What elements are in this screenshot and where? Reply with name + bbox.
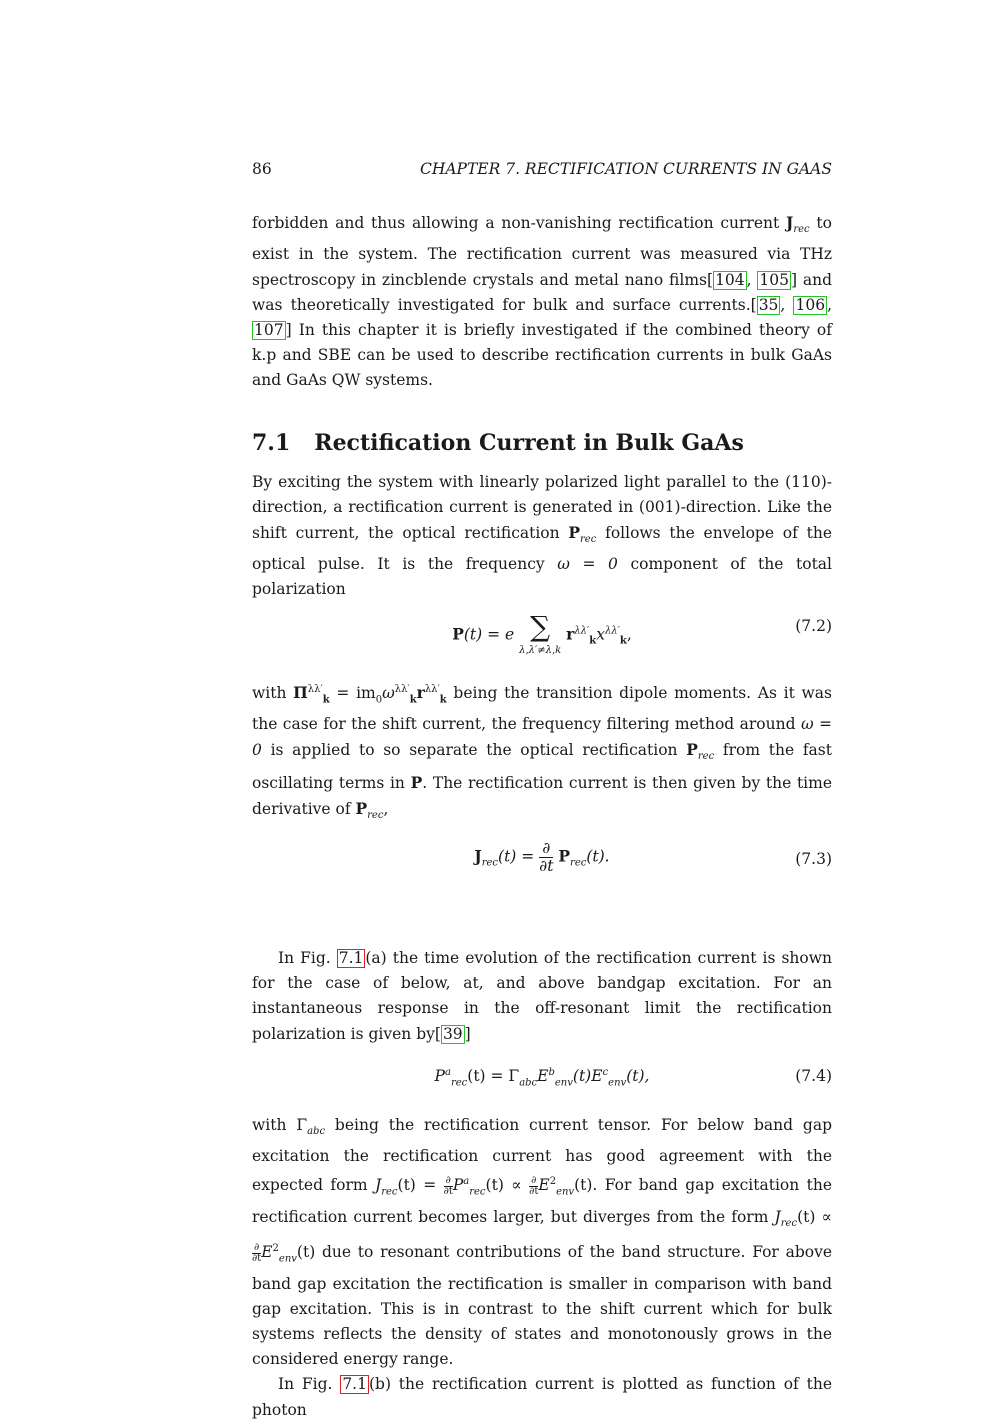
paragraph-fig-a: In Fig. 7.1 (a) the time evolution of the rectification current is shown for the case of below, at, and above bandgap excitation. For an instantaneous response in the off-resonant limit the rectification polarization is given by[ 39 ]	[252, 949, 832, 1043]
running-header	[252, 160, 832, 184]
section-number: 7.1	[252, 429, 291, 456]
figure-link-7-1a[interactable]: 7.1	[338, 949, 364, 968]
equation-number-7-2: (7.2)	[795, 616, 832, 635]
section-heading	[252, 430, 832, 456]
equation-number-7-3: (7.3)	[795, 850, 832, 869]
citation-106[interactable]: 106	[795, 295, 826, 314]
citation-39[interactable]: 39	[442, 1024, 463, 1043]
page-number: 86	[252, 160, 272, 178]
page-content	[252, 160, 832, 1423]
citation-104[interactable]: 104	[715, 270, 745, 289]
paragraph-dipole: with $\Pi^{\lambda\lambda'}_k = im_0\omega^{\lambda\lambda'}_kr^{\lambda\lambda'}_k$ being the transition dipole moments. As it was the case for the shift current, the frequency filtering method around ω = 0 is applied to so separate the optical rectification $P_{rec}$ from the fast oscillating terms in P. The rectification current is then given by the time derivative of $P_{rec}$,	[252, 682, 832, 821]
equation-7-4: $P^a_{rec}(t) = \Gamma_{abc}E^b_{env}(t)E^c_{env}(t)$, (7.4)	[434, 1066, 832, 1089]
equation-7-2: P(t) = e ∑ λ,λ′≠λ,k $r^{\lambda\lambda'}_kx^{\lambda\lambda'}_k$, (7.2)	[452, 609, 832, 656]
chapter-title: CHAPTER 7. RECTIFICATION CURRENTS IN GAAS	[419, 160, 832, 178]
paragraph-tensor: with $\Gamma_{abc}$ being the rectification current tensor. For below band gap excitation the rectification current has good agreement with the expected form $J_{rec}(t)$ = ∂ ∂t $P^a_{rec}(t)$ ∝ ∂ ∂t $E^2_{env}(t)$. For band gap excitation the rectification current becomes larger, but diverges from the form $J_{rec}(t)$ ∝ ∂ ∂t $E^2_{env}(t)$ due to resonant contributions of the band structure. For above band gap excitation the rectification is smaller in comparison with band gap excitation. This is in contrast to the shift current which for bulk systems reflects the density of states and monotonously grows in the considered energy range.	[252, 1115, 833, 1369]
citation-105[interactable]: 105	[759, 270, 789, 289]
equation-number-7-4: (7.4)	[795, 1066, 832, 1085]
figure-link-7-1b[interactable]: 7.1	[342, 1375, 367, 1394]
equation-7-3: $J_{rec}(t)$ = $\frac{\partial}{\partial t}$ $P_{rec}(t)$. (7.3)	[474, 839, 832, 876]
paragraph-fig-b: In Fig. 7.1 (b) the rectification current is plotted as function of the photon	[252, 1375, 832, 1419]
intro-paragraph: forbidden and thus allowing a non-vanishing rectification current $J_{rec}$ to exist in the system. The rectification current was measured via THz spectroscopy in zincblende crystals and metal nano films[ 104 , 105 ] and was theoretically investigated for bulk and surface currents.[ 35 , 106 , 107 ] In this chapter it is briefly investigated if the combined theory of k.p and SBE can be used to describe rectification currents in bulk GaAs and GaAs QW systems.	[252, 213, 833, 390]
paragraph-excitation: By exciting the system with linearly polarized light parallel to the (110)-direction, a rectification current is generated in (001)-direction. Like the shift current, the optical rectification $P_{rec}$ follows the envelope of the optical pulse. It is the frequency ω = 0 component of the total polarization	[252, 472, 833, 599]
citation-35[interactable]: 35	[758, 295, 779, 314]
citation-107[interactable]: 107	[254, 320, 284, 339]
section-title: Rectification Current in Bulk GaAs	[314, 429, 744, 456]
